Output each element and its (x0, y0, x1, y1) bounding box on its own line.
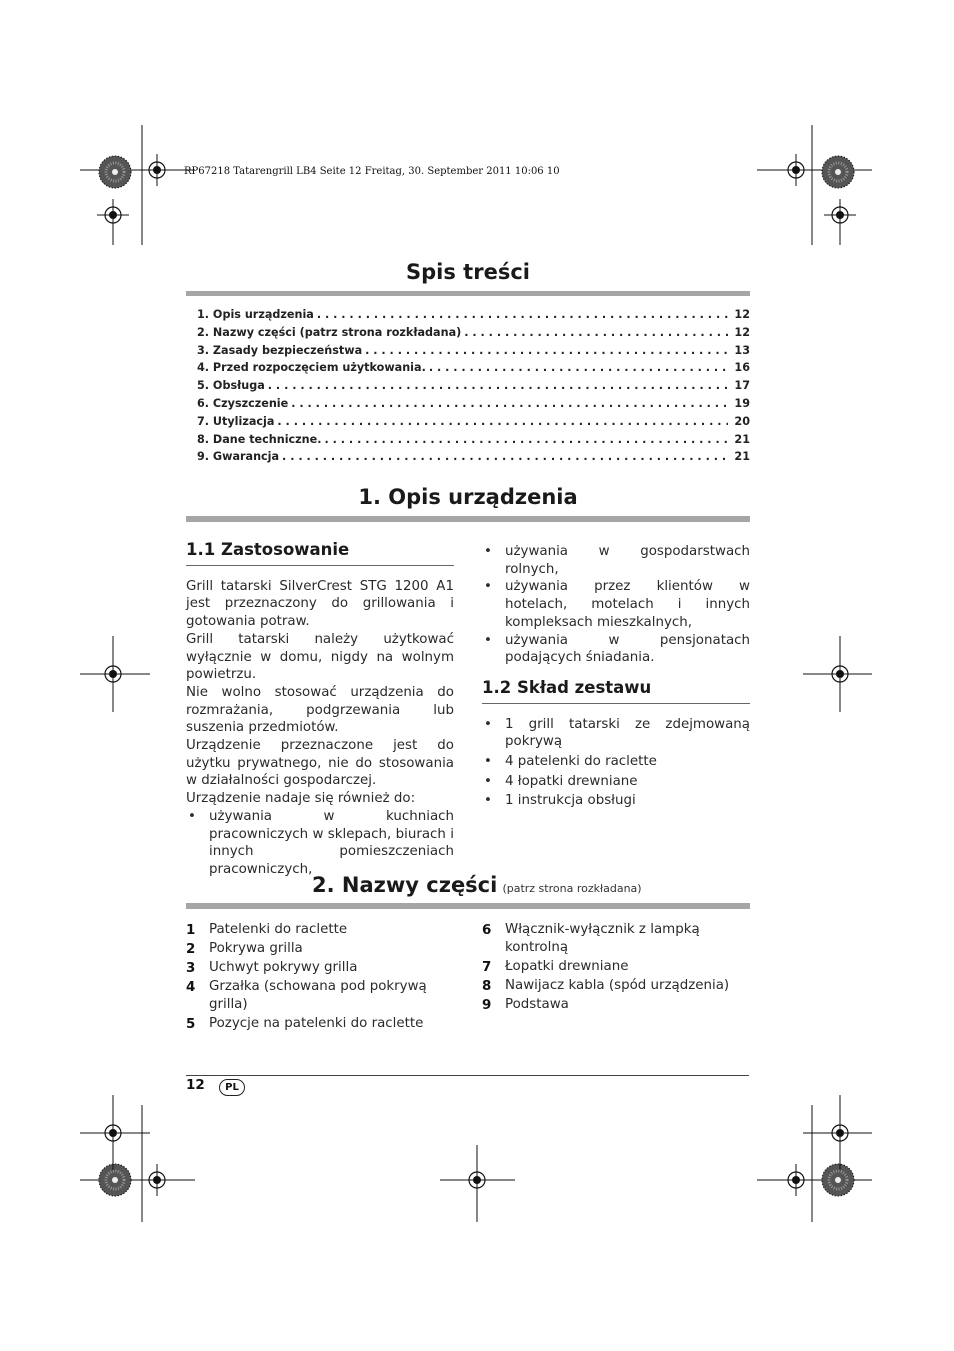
list-item: • używania w gospodarstwach rolnych, (482, 543, 750, 578)
list-item: • 1 instrukcja obsługi (482, 792, 750, 810)
toc-entry[interactable]: 1. Opis urządzenia . . . 12 (197, 306, 750, 324)
toc-entry[interactable]: 9. Gwarancja . . . 21 (197, 448, 750, 466)
section2-subtitle: (patrz strona rozkładana) (502, 882, 642, 895)
section2-divider (186, 903, 750, 909)
list-item: 5 Pozycje na patelenki do raclette (186, 1015, 424, 1032)
paragraph: Nie wolno stosować urządzenia do rozmrażania, podgrzewania lub suszenia przedmiotów. (186, 684, 454, 736)
list-item: 4 Grzałka (schowana pod pokrywą grilla) (186, 979, 427, 1012)
section1-divider (186, 516, 750, 522)
toc-entry[interactable]: 4. Przed rozpoczęciem użytkowania. . . . 16 (197, 359, 750, 377)
paragraph: Grill tatarski należy użytkować wyłącznie w domu, nigdy na wolnym powietrzu. (186, 631, 454, 683)
language-badge: PL (219, 1079, 245, 1096)
page-number: 12 (186, 1077, 205, 1093)
list-item: 9 Podstawa (482, 996, 569, 1013)
list-item: 6 Włącznik-wyłącznik z lampką kontrolną (482, 922, 700, 955)
list-item: 2 Pokrywa grilla (186, 941, 303, 957)
paragraph: Urządzenie przeznaczone jest do użytku prywatnego, nie do stosowania w działalności gospodarczej. (186, 738, 454, 789)
print-header: RP67218 Tatarengrill LB4 Seite 12 Freitag, 30. September 2011 10:06 10 (184, 166, 560, 177)
toc-entry[interactable]: 3. Zasady bezpieczeństwa . . . 13 (197, 342, 750, 360)
list-item: • 4 patelenki do raclette (482, 753, 750, 771)
list-item: 7 Łopatki drewniane (482, 958, 629, 975)
section1-left-column (186, 541, 454, 879)
subsection-title-sklad: 1.2 Skład zestawu (482, 679, 750, 704)
section2-heading (312, 873, 642, 897)
section1-right-column (482, 543, 750, 810)
toc-divider (186, 291, 750, 296)
toc-entry[interactable]: 5. Obsługa . . . 17 (197, 377, 750, 395)
parts-list-left (186, 921, 449, 1034)
toc-entry[interactable]: 6. Czyszczenie . . . 19 (197, 395, 750, 413)
paragraph: Grill tatarski SilverCrest STG 1200 A1 jest przeznaczony do grillowania i gotowania potraw. (186, 578, 454, 630)
table-of-contents (197, 306, 750, 466)
list-item: 1 Patelenki do raclette (186, 922, 348, 938)
toc-title: Spis treści (406, 260, 530, 284)
section1-title: 1. Opis urządzenia (358, 485, 578, 509)
list-item: • używania w kuchniach pracowniczych w sklepach, biurach i innych pomieszczeniach pracowniczych, (186, 808, 454, 879)
paragraph: Urządzenie nadaje się również do: (186, 791, 416, 807)
toc-entry[interactable]: 7. Utylizacja . . . 20 (197, 413, 750, 431)
list-item: • 4 łopatki drewniane (482, 773, 750, 791)
parts-list-right (482, 921, 745, 1015)
toc-entry[interactable]: 2. Nazwy części (patrz strona rozkładana) . . . 12 (197, 324, 750, 342)
list-item: • 1 grill tatarski ze zdejmowaną pokrywą (482, 716, 750, 751)
subsection-title-zastosowanie: 1.1 Zastosowanie (186, 541, 454, 566)
section2-title: 2. Nazwy części (312, 873, 498, 897)
list-item: • używania w pensjonatach podających śniadania. (482, 632, 750, 667)
list-item: • używania przez klientów w hotelach, motelach i innych kompleksach mieszkalnych, (482, 578, 750, 631)
footer-divider (186, 1075, 749, 1076)
list-item: 8 Nawijacz kabla (spód urządzenia) (482, 977, 730, 994)
list-item: 3 Uchwyt pokrywy grilla (186, 960, 358, 976)
toc-entry[interactable]: 8. Dane techniczne. . . . 21 (197, 431, 750, 449)
